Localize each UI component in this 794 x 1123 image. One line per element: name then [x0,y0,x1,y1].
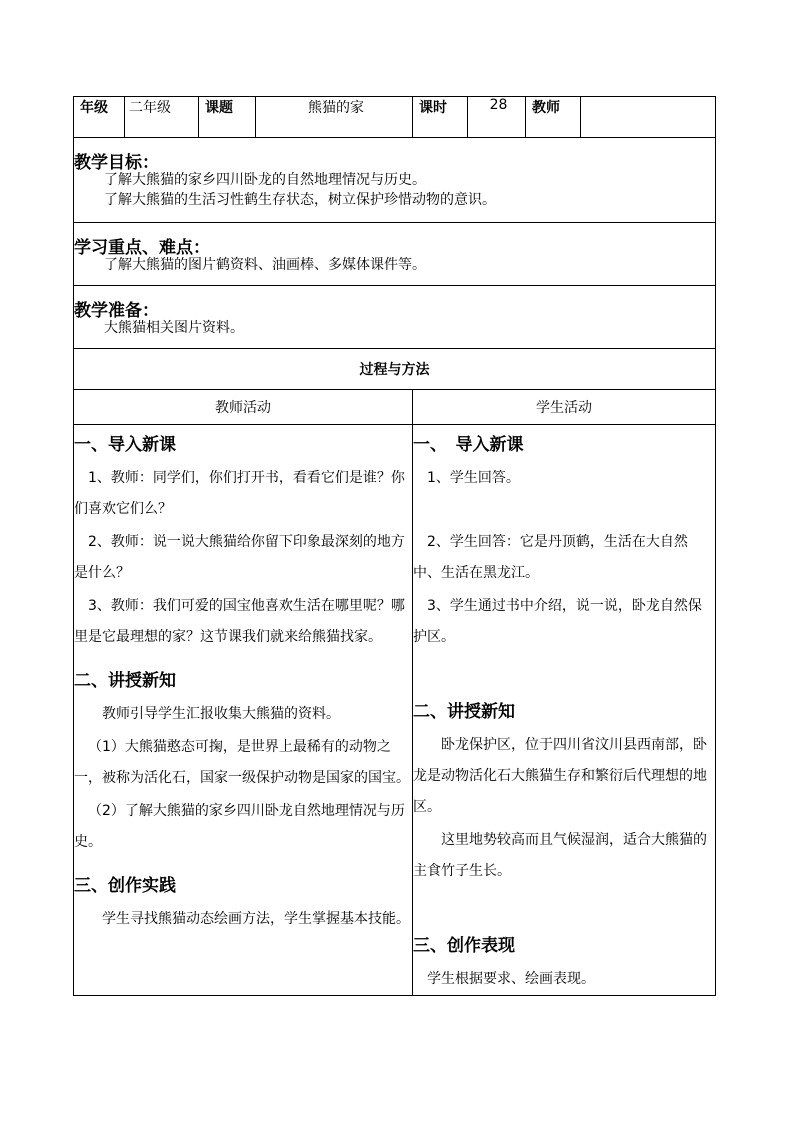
process-title: 过程与方法 [74,349,716,390]
objective-line: 了解大熊猫的生活习性鹤生存状态，树立保护珍惜动物的意识。 [104,192,496,208]
student-activity-header: 学生活动 [413,390,716,425]
process-title-row [74,349,716,390]
header-row [74,97,716,138]
period-value: 28 [468,97,526,138]
grade-label: 年级 [74,97,125,138]
student-step-title: 三、创作表现 [413,936,515,956]
teacher-paragraph: 2、教师：说一说大熊猫给你留下印象最深刻的地方是什么？ [74,534,405,581]
student-activity-column [413,425,716,996]
preparation-title: 教学准备： [74,301,159,321]
teacher-step-title: 二、讲授新知 [74,671,176,691]
objectives-row [74,138,716,223]
period-label: 课时 [413,97,468,138]
teacher-paragraph: 3、教师：我们可爱的国宝他喜欢生活在哪里呢？哪里是它最理想的家？这节课我们就来给熊猫找家。 [74,598,405,645]
teacher-paragraph: 1、教师：同学们，你们打开书，看看它们是谁？你们喜欢它们么？ [74,470,405,517]
student-paragraph: 学生根据要求、绘画表现。 [427,971,595,987]
student-paragraph: 2、学生回答：它是丹顶鹤，生活在大自然中、生活在黑龙江。 [413,534,688,581]
teacher-paragraph: 学生寻找熊猫动态绘画方法，学生掌握基本技能。 [102,911,410,927]
teacher-paragraph: 教师引导学生汇报收集大熊猫的资料。 [102,706,340,722]
key-points-row [74,223,716,286]
teacher-label: 教师 [526,97,581,138]
student-step-title: 二、讲授新知 [413,702,515,722]
column-header-row [74,390,716,425]
topic-label: 课题 [199,97,256,138]
objectives-section [74,138,716,223]
student-paragraph: 这里地势较高而且气候湿润，适合大熊猫的主食竹子生长。 [413,832,707,879]
key-points-section [74,223,716,286]
teacher-value [581,97,716,138]
preparation-section [74,286,716,349]
student-step-title: 一、 导入新课 [413,435,524,455]
student-paragraph: 卧龙保护区，位于四川省汶川县西南部，卧龙是动物活化石大熊猫生存和繁衍后代理想的地区。 [413,737,707,815]
teacher-paragraph: （2）了解大熊猫的家乡四川卧龙自然地理情况与历史。 [74,803,405,850]
activity-row [74,425,716,996]
teacher-activity-column [74,425,413,996]
preparation-line: 大熊猫相关图片资料。 [104,320,244,336]
teacher-activity-header: 教师活动 [74,390,413,425]
topic-value: 熊猫的家 [256,97,413,138]
lesson-plan-page [73,96,715,996]
student-paragraph: 1、学生回答。 [427,470,520,486]
key-point-line: 了解大熊猫的图片鹤资料、油画棒、多媒体课件等。 [104,257,426,273]
teacher-step-title: 三、创作实践 [74,876,176,896]
key-points-title: 学习重点、难点： [74,238,210,258]
grade-value: 二年级 [125,97,199,138]
objectives-title: 教学目标： [74,153,159,173]
teacher-step-title: 一、导入新课 [74,435,176,455]
student-paragraph: 3、学生通过书中介绍，说一说，卧龙自然保护区。 [413,598,702,645]
objective-line: 了解大熊猫的家乡四川卧龙的自然地理情况与历史。 [104,172,426,188]
lesson-plan-table [73,96,716,996]
teacher-paragraph: （1）大熊猫憨态可掬，是世界上最稀有的动物之一，被称为活化石，国家一级保护动物是国家的国宝。 [74,739,410,786]
preparation-row [74,286,716,349]
